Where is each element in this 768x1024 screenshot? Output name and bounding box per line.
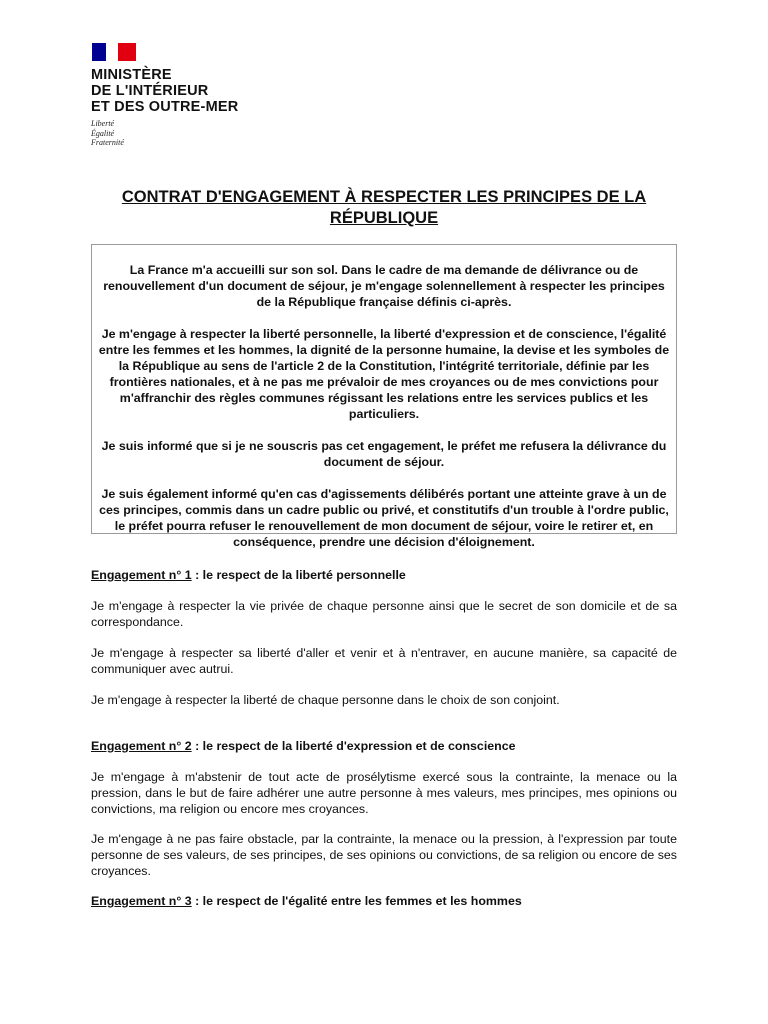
- engagement-heading-text: : le respect de la liberté personnelle: [191, 568, 406, 582]
- motto-line: Égalité: [91, 128, 115, 138]
- body-paragraph: Je m'engage à respecter la vie privée de chaque personne ainsi que le secret de son domicile et de sa correspondance.: [91, 599, 677, 629]
- box-paragraph: La France m'a accueilli sur son sol. Dans le cadre de ma demande de délivrance ou de renouvellement d'un document de séjour, je m'engage solennellement à respecter les principes de la République française définis ci-après.: [103, 263, 665, 309]
- engagement-2-paragraph-2: [91, 831, 677, 879]
- box-paragraph: Je suis informé que si je ne souscris pas cet engagement, le préfet me refusera la délivrance du document de séjour.: [101, 439, 667, 469]
- ministry-line: MINISTÈRE: [91, 67, 172, 83]
- engagement-1-paragraph-1: [91, 598, 677, 630]
- body-paragraph: Je m'engage à ne pas faire obstacle, par la contrainte, la menace ou la pression, à l'expression par toute personne de ses valeurs, de ses principes, de ses opinions ou convictions, de sa religion ou encore de ses croyances.: [91, 832, 677, 878]
- engagement-label: Engagement n° 3: [91, 894, 192, 908]
- engagement-2-heading: [91, 738, 677, 754]
- engagement-heading-text: : le respect de l'égalité entre les femmes et les hommes: [191, 894, 522, 908]
- marianne-flag-icon: [92, 43, 136, 61]
- engagement-heading-text: : le respect de la liberté d'expression et de conscience: [191, 739, 516, 753]
- engagement-label: Engagement n° 1: [91, 568, 192, 582]
- engagement-label: Engagement n° 2: [91, 739, 192, 753]
- body-paragraph: Je m'engage à respecter la liberté de chaque personne dans le choix de son conjoint.: [91, 693, 560, 707]
- motto-line: Liberté: [91, 119, 115, 128]
- ministry-line: ET DES OUTRE-MER: [91, 99, 239, 115]
- republic-motto: [91, 119, 238, 148]
- title-line-2: RÉPUBLIQUE: [329, 209, 439, 227]
- engagement-2-paragraph-1: [91, 769, 677, 817]
- document-title: [80, 187, 688, 229]
- engagement-summary-box: [91, 244, 677, 549]
- body-paragraph: Je m'engage à m'abstenir de tout acte de prosélytisme exercé sous la contrainte, la menace ou la pression, dans le but de faire adhérer une autre personne à mes valeurs, mes principes, mes opinions ou convictions, ma religion ou encore mes croyances.: [91, 770, 677, 816]
- engagement-3-heading: [91, 893, 677, 909]
- body-paragraph: Je m'engage à respecter sa liberté d'aller et venir et à n'entraver, en aucune manière, sa capacité de communiquer avec autrui.: [91, 646, 677, 676]
- ministry-line: DE L'INTÉRIEUR: [91, 83, 209, 99]
- motto-line: Fraternité: [91, 138, 124, 147]
- title-line-1: CONTRAT D'ENGAGEMENT À RESPECTER LES PRINCIPES DE LA: [121, 188, 647, 206]
- box-paragraph: Je suis également informé qu'en cas d'agissements délibérés portant une atteinte grave à un de ces principes, commis dans un cadre public ou privé, et constitutifs d'un trouble à l'ordre public, le préfet pourra refuser le renouvellement de mon document de séjour, voire le retirer et, en conséquence, prendre une décision d'éloignement.: [99, 487, 669, 549]
- engagement-1-paragraph-2: [91, 645, 677, 677]
- ministry-name: [91, 67, 238, 115]
- ministry-logo: [91, 43, 238, 148]
- engagement-1-paragraph-3: [91, 692, 677, 708]
- engagement-1-heading: [91, 567, 677, 583]
- box-paragraph: Je m'engage à respecter la liberté personnelle, la liberté d'expression et de conscience, l'égalité entre les femmes et les hommes, la dignité de la personne humaine, la devise et les symboles de la République au sens de l'article 2 de la Constitution, l'intégrité territoriale, définie par les frontières nationales, et à ne pas me prévaloir de mes croyances ou de mes convictions pour m'affranchir des règles communes régissant les relations entre les services publics et les particuliers.: [98, 327, 670, 421]
